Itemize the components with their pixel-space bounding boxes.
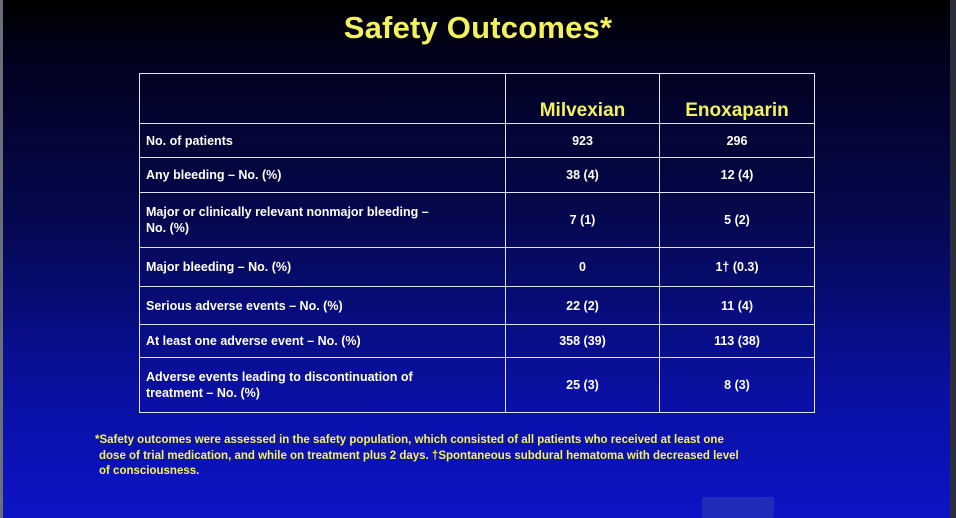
milvexian-value: 0 <box>506 248 660 287</box>
slide-title: Safety Outcomes* <box>343 10 613 45</box>
row-label <box>140 193 506 248</box>
table-row <box>140 158 815 193</box>
header-milvexian: Milvexian <box>506 74 660 124</box>
enoxaparin-value: 113 (38) <box>660 325 815 358</box>
header-enoxaparin: Enoxaparin <box>660 74 815 124</box>
row-label: No. of patients <box>140 124 506 158</box>
row-label <box>140 358 506 413</box>
table-row <box>140 287 815 325</box>
table-row <box>140 248 815 287</box>
enoxaparin-value: 5 (2) <box>660 193 815 248</box>
row-label: At least one adverse event – No. (%) <box>140 325 506 358</box>
row-label: Major bleeding – No. (%) <box>140 248 506 287</box>
table-header-row <box>140 74 815 124</box>
table-row <box>140 358 815 413</box>
enoxaparin-value: 1† (0.3) <box>660 248 815 287</box>
footnote-line: dose of trial medication, and while on treatment plus 2 days. †Spontaneous subdural hematoma with decreased level <box>99 449 739 462</box>
milvexian-value: 7 (1) <box>506 193 660 248</box>
row-label: Any bleeding – No. (%) <box>140 158 506 193</box>
milvexian-value: 923 <box>506 124 660 158</box>
enoxaparin-value: 296 <box>660 124 815 158</box>
footnote <box>95 433 885 480</box>
watermark-overlay <box>702 497 774 518</box>
row-label-line: Adverse events leading to discontinuation of <box>146 370 413 384</box>
table-row <box>140 124 815 158</box>
row-label-line: treatment – No. (%) <box>146 386 260 400</box>
milvexian-value: 358 (39) <box>506 325 660 358</box>
row-label-line: Major or clinically relevant nonmajor bleeding – <box>146 205 429 219</box>
footnote-line: of consciousness. <box>99 465 200 477</box>
header-empty-cell <box>140 74 506 124</box>
table-row <box>140 193 815 248</box>
row-label-line: No. (%) <box>146 221 190 235</box>
safety-outcomes-table <box>139 73 815 413</box>
footnote-line: *Safety outcomes were assessed in the safety population, which consisted of all patients who received at least one <box>95 434 724 446</box>
milvexian-value: 38 (4) <box>506 158 660 193</box>
enoxaparin-value: 8 (3) <box>660 358 815 413</box>
milvexian-value: 25 (3) <box>506 358 660 413</box>
enoxaparin-value: 12 (4) <box>660 158 815 193</box>
row-label: Serious adverse events – No. (%) <box>140 287 506 325</box>
enoxaparin-value: 11 (4) <box>660 287 815 325</box>
window-edge-left <box>0 0 3 518</box>
window-edge-right <box>950 0 956 518</box>
milvexian-value: 22 (2) <box>506 287 660 325</box>
table-row <box>140 325 815 358</box>
